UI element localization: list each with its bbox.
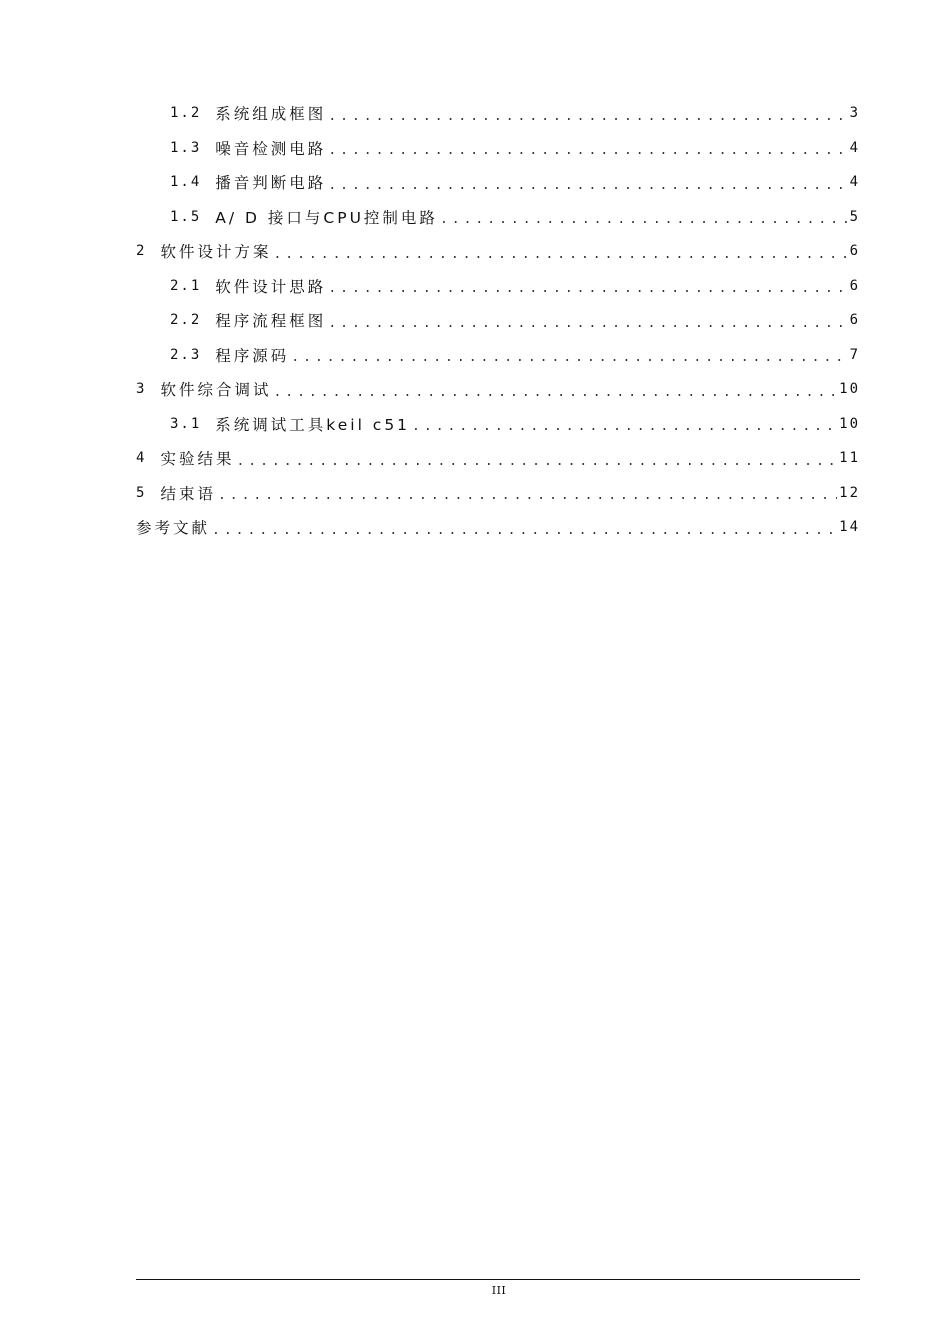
toc-entry-title: 播音判断电路	[215, 174, 327, 193]
toc-entry-number: 1.5	[170, 208, 202, 225]
toc-entry-number: 5	[136, 484, 147, 501]
toc-entry-title: 噪音检测电路	[215, 139, 327, 158]
toc-entry-page: 10	[839, 415, 860, 432]
toc-entry-page: 10	[839, 381, 860, 398]
toc-entry-page: 4	[849, 174, 860, 191]
toc-entry-title: 程序流程框图	[215, 312, 327, 331]
toc-dot-leader	[328, 143, 847, 158]
toc-entry-title: 系统组成框图	[215, 105, 327, 124]
toc-entry[interactable]	[136, 476, 860, 511]
toc-entry-number: 2	[136, 243, 147, 260]
toc-entry[interactable]	[136, 131, 860, 166]
toc-entry[interactable]	[136, 441, 860, 476]
toc-entry-title: 软件设计方案	[160, 243, 272, 262]
toc-entry-page: 6	[849, 277, 860, 294]
toc-dot-leader	[236, 454, 837, 469]
footer-divider	[136, 1279, 860, 1280]
toc-entry-page: 12	[839, 484, 860, 501]
toc-dot-leader	[273, 247, 847, 262]
toc-entry-number: 4	[136, 450, 147, 467]
toc-entry[interactable]	[136, 510, 860, 545]
toc-entry-page: 6	[849, 312, 860, 329]
toc-entry-page: 7	[849, 346, 860, 363]
toc-entry-number: 1.3	[170, 139, 202, 156]
toc-entry-number: 1.2	[170, 105, 202, 122]
toc-entry-number: 2.2	[170, 312, 202, 329]
toc-entry-number: 3	[136, 381, 147, 398]
toc-dot-leader	[328, 109, 847, 124]
toc-entry-title: 参考文献	[136, 519, 211, 538]
page-number: III	[491, 1284, 507, 1297]
toc-entry-number: 2.1	[170, 277, 202, 294]
toc-entry[interactable]	[136, 200, 860, 235]
toc-entry-page: 14	[839, 519, 860, 536]
toc-entry[interactable]	[136, 303, 860, 338]
toc-entry[interactable]	[136, 96, 860, 131]
toc-entry-title: 软件设计思路	[215, 277, 327, 296]
toc-entry-title: 实验结果	[160, 450, 235, 469]
toc-dot-leader	[212, 523, 837, 538]
toc-entry-title: 程序源码	[215, 346, 290, 365]
toc-entry-title: 结束语	[160, 484, 216, 503]
toc-entry[interactable]	[136, 407, 860, 442]
toc-entry-title: A/ D 接口与CPU控制电路	[215, 208, 438, 227]
toc-entry[interactable]	[136, 338, 860, 373]
toc-entry-number: 3.1	[170, 415, 202, 432]
toc-entry[interactable]	[136, 269, 860, 304]
table-of-contents	[136, 96, 860, 545]
toc-dot-leader	[412, 419, 837, 434]
toc-entry-title: 软件综合调试	[160, 381, 272, 400]
toc-dot-leader	[291, 350, 847, 365]
toc-entry-number: 1.4	[170, 174, 202, 191]
toc-entry-title: 系统调试工具keil c51	[215, 415, 411, 434]
toc-entry-page: 3	[849, 105, 860, 122]
toc-dot-leader	[218, 488, 837, 503]
toc-entry[interactable]	[136, 165, 860, 200]
toc-entry[interactable]	[136, 372, 860, 407]
toc-dot-leader	[328, 316, 847, 331]
toc-entry-page: 11	[839, 450, 860, 467]
toc-dot-leader	[273, 385, 837, 400]
toc-dot-leader	[440, 212, 848, 227]
toc-dot-leader	[328, 178, 847, 193]
toc-entry-page: 4	[849, 139, 860, 156]
toc-entry-page: 5	[849, 208, 860, 225]
toc-entry-page: 6	[849, 243, 860, 260]
toc-dot-leader	[328, 281, 847, 296]
toc-entry[interactable]	[136, 234, 860, 269]
toc-entry-number: 2.3	[170, 346, 202, 363]
